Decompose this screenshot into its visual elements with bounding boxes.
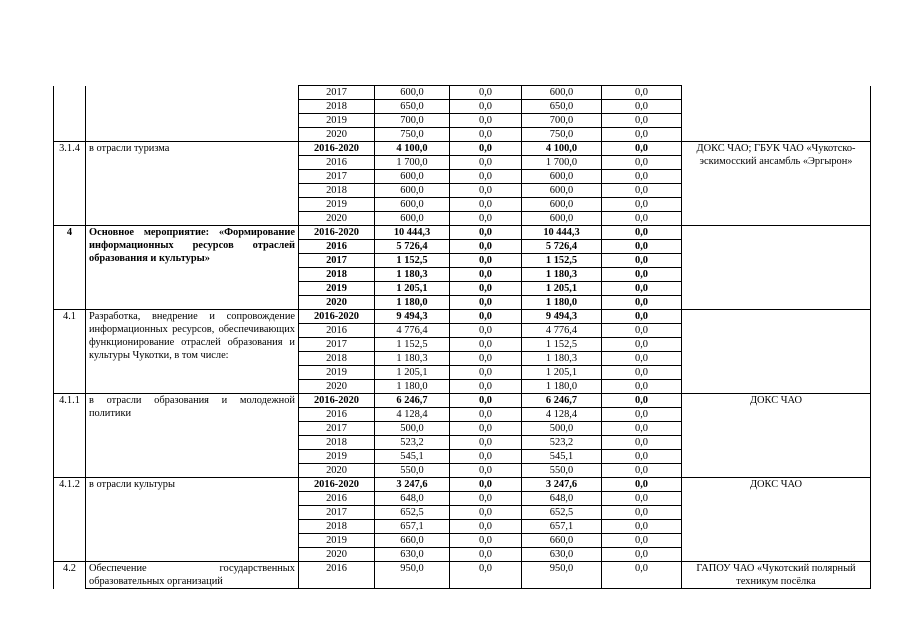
other-cell: 0,0 — [602, 254, 682, 268]
federal-cell: 0,0 — [450, 534, 522, 548]
other-cell: 0,0 — [602, 492, 682, 506]
other-cell: 0,0 — [602, 296, 682, 310]
total-cell: 950,0 — [375, 562, 450, 589]
total-cell: 1 205,1 — [375, 366, 450, 380]
regional-cell: 500,0 — [522, 422, 602, 436]
other-cell: 0,0 — [602, 226, 682, 240]
federal-cell: 0,0 — [450, 226, 522, 240]
other-cell: 0,0 — [602, 282, 682, 296]
year-cell: 2018 — [299, 184, 375, 198]
regional-cell: 600,0 — [522, 212, 602, 226]
year-cell: 2019 — [299, 450, 375, 464]
regional-cell: 3 247,6 — [522, 478, 602, 492]
regional-cell: 1 205,1 — [522, 282, 602, 296]
other-cell: 0,0 — [602, 310, 682, 324]
table-row — [54, 226, 871, 240]
responsible-executor: ДОКС ЧАО — [682, 478, 871, 562]
total-cell: 600,0 — [375, 170, 450, 184]
federal-cell: 0,0 — [450, 520, 522, 534]
total-cell: 1 152,5 — [375, 254, 450, 268]
total-cell: 4 128,4 — [375, 408, 450, 422]
regional-cell: 10 444,3 — [522, 226, 602, 240]
regional-cell: 660,0 — [522, 534, 602, 548]
table-row — [54, 142, 871, 156]
regional-cell: 1 180,3 — [522, 352, 602, 366]
activity-name: в отрасли туризма — [86, 142, 299, 226]
budget-table — [53, 85, 871, 589]
other-cell: 0,0 — [602, 86, 682, 100]
year-cell: 2018 — [299, 352, 375, 366]
other-cell: 0,0 — [602, 534, 682, 548]
year-cell: 2019 — [299, 534, 375, 548]
other-cell: 0,0 — [602, 520, 682, 534]
row-code — [54, 86, 86, 142]
federal-cell: 0,0 — [450, 170, 522, 184]
federal-cell: 0,0 — [450, 366, 522, 380]
other-cell: 0,0 — [602, 352, 682, 366]
regional-cell: 4 128,4 — [522, 408, 602, 422]
total-cell: 750,0 — [375, 128, 450, 142]
total-cell: 600,0 — [375, 198, 450, 212]
total-cell: 1 205,1 — [375, 282, 450, 296]
year-cell: 2016 — [299, 562, 375, 589]
year-cell: 2019 — [299, 198, 375, 212]
activity-name — [86, 86, 299, 142]
other-cell: 0,0 — [602, 506, 682, 520]
other-cell: 0,0 — [602, 436, 682, 450]
regional-cell: 550,0 — [522, 464, 602, 478]
federal-cell: 0,0 — [450, 240, 522, 254]
regional-cell: 1 180,0 — [522, 380, 602, 394]
total-cell: 6 246,7 — [375, 394, 450, 408]
federal-cell: 0,0 — [450, 422, 522, 436]
total-cell: 4 100,0 — [375, 142, 450, 156]
regional-cell: 6 246,7 — [522, 394, 602, 408]
regional-cell: 1 152,5 — [522, 338, 602, 352]
regional-cell: 1 180,0 — [522, 296, 602, 310]
federal-cell: 0,0 — [450, 86, 522, 100]
other-cell: 0,0 — [602, 268, 682, 282]
year-cell: 2017 — [299, 86, 375, 100]
total-cell: 523,2 — [375, 436, 450, 450]
year-cell: 2016 — [299, 156, 375, 170]
federal-cell: 0,0 — [450, 436, 522, 450]
federal-cell: 0,0 — [450, 212, 522, 226]
other-cell: 0,0 — [602, 338, 682, 352]
year-cell: 2020 — [299, 128, 375, 142]
total-cell: 630,0 — [375, 548, 450, 562]
regional-cell: 9 494,3 — [522, 310, 602, 324]
regional-cell: 600,0 — [522, 198, 602, 212]
federal-cell: 0,0 — [450, 268, 522, 282]
responsible-executor: ДОКС ЧАО; ГБУК ЧАО «Чукотско-эскимосский ансамбль «Эргырон» — [682, 142, 871, 226]
total-cell: 9 494,3 — [375, 310, 450, 324]
total-cell: 600,0 — [375, 86, 450, 100]
other-cell: 0,0 — [602, 170, 682, 184]
federal-cell: 0,0 — [450, 114, 522, 128]
other-cell: 0,0 — [602, 212, 682, 226]
regional-cell: 600,0 — [522, 170, 602, 184]
year-cell: 2017 — [299, 254, 375, 268]
federal-cell: 0,0 — [450, 492, 522, 506]
total-cell: 1 700,0 — [375, 156, 450, 170]
regional-cell: 700,0 — [522, 114, 602, 128]
regional-cell: 600,0 — [522, 86, 602, 100]
table-body — [54, 86, 871, 589]
responsible-executor — [682, 310, 871, 394]
regional-cell: 5 726,4 — [522, 240, 602, 254]
other-cell: 0,0 — [602, 240, 682, 254]
other-cell: 0,0 — [602, 366, 682, 380]
table-row — [54, 478, 871, 492]
other-cell: 0,0 — [602, 422, 682, 436]
regional-cell: 523,2 — [522, 436, 602, 450]
row-code: 3.1.4 — [54, 142, 86, 226]
table-row — [54, 562, 871, 589]
regional-cell: 652,5 — [522, 506, 602, 520]
federal-cell: 0,0 — [450, 310, 522, 324]
other-cell: 0,0 — [602, 408, 682, 422]
row-code: 4.2 — [54, 562, 86, 589]
year-cell: 2018 — [299, 268, 375, 282]
year-cell: 2019 — [299, 366, 375, 380]
total-cell: 1 180,3 — [375, 352, 450, 366]
total-cell: 1 180,3 — [375, 268, 450, 282]
row-code: 4.1.1 — [54, 394, 86, 478]
total-cell: 4 776,4 — [375, 324, 450, 338]
year-cell: 2017 — [299, 338, 375, 352]
activity-name: в отрасли образования и молодежной политики — [86, 394, 299, 478]
regional-cell: 657,1 — [522, 520, 602, 534]
year-cell: 2020 — [299, 464, 375, 478]
federal-cell: 0,0 — [450, 142, 522, 156]
year-cell: 2020 — [299, 380, 375, 394]
other-cell: 0,0 — [602, 478, 682, 492]
total-cell: 500,0 — [375, 422, 450, 436]
federal-cell: 0,0 — [450, 562, 522, 589]
year-cell: 2017 — [299, 506, 375, 520]
year-cell: 2018 — [299, 436, 375, 450]
federal-cell: 0,0 — [450, 352, 522, 366]
other-cell: 0,0 — [602, 198, 682, 212]
total-cell: 5 726,4 — [375, 240, 450, 254]
responsible-executor — [682, 226, 871, 310]
year-cell: 2016-2020 — [299, 226, 375, 240]
total-cell: 600,0 — [375, 212, 450, 226]
year-cell: 2019 — [299, 282, 375, 296]
regional-cell: 950,0 — [522, 562, 602, 589]
year-cell: 2016-2020 — [299, 394, 375, 408]
year-cell: 2018 — [299, 520, 375, 534]
other-cell: 0,0 — [602, 562, 682, 589]
year-cell: 2016 — [299, 492, 375, 506]
total-cell: 648,0 — [375, 492, 450, 506]
federal-cell: 0,0 — [450, 380, 522, 394]
activity-name: Обеспечение государственных образовательных организаций — [86, 562, 299, 589]
responsible-executor — [682, 86, 871, 142]
total-cell: 3 247,6 — [375, 478, 450, 492]
activity-name: Разработка, внедрение и сопровождение информационных ресурсов, обеспечивающих функционирование отраслей образования и культуры Чукотки, в том числе: — [86, 310, 299, 394]
responsible-executor: ГАПОУ ЧАО «Чукотский полярный техникум посёлка — [682, 562, 871, 589]
total-cell: 650,0 — [375, 100, 450, 114]
federal-cell: 0,0 — [450, 198, 522, 212]
total-cell: 652,5 — [375, 506, 450, 520]
other-cell: 0,0 — [602, 128, 682, 142]
year-cell: 2020 — [299, 212, 375, 226]
year-cell: 2016-2020 — [299, 310, 375, 324]
total-cell: 550,0 — [375, 464, 450, 478]
year-cell: 2017 — [299, 170, 375, 184]
other-cell: 0,0 — [602, 156, 682, 170]
activity-name: Основное мероприятие: «Формирование информационных ресурсов отраслей образования и культуры» — [86, 226, 299, 310]
other-cell: 0,0 — [602, 142, 682, 156]
regional-cell: 750,0 — [522, 128, 602, 142]
total-cell: 545,1 — [375, 450, 450, 464]
federal-cell: 0,0 — [450, 156, 522, 170]
regional-cell: 630,0 — [522, 548, 602, 562]
regional-cell: 1 205,1 — [522, 366, 602, 380]
other-cell: 0,0 — [602, 464, 682, 478]
federal-cell: 0,0 — [450, 478, 522, 492]
row-code: 4.1.2 — [54, 478, 86, 562]
total-cell: 657,1 — [375, 520, 450, 534]
federal-cell: 0,0 — [450, 506, 522, 520]
federal-cell: 0,0 — [450, 450, 522, 464]
regional-cell: 4 100,0 — [522, 142, 602, 156]
activity-name: в отрасли культуры — [86, 478, 299, 562]
regional-cell: 1 180,3 — [522, 268, 602, 282]
federal-cell: 0,0 — [450, 128, 522, 142]
total-cell: 1 152,5 — [375, 338, 450, 352]
federal-cell: 0,0 — [450, 296, 522, 310]
responsible-executor: ДОКС ЧАО — [682, 394, 871, 478]
regional-cell: 650,0 — [522, 100, 602, 114]
other-cell: 0,0 — [602, 380, 682, 394]
federal-cell: 0,0 — [450, 254, 522, 268]
year-cell: 2020 — [299, 548, 375, 562]
year-cell: 2017 — [299, 422, 375, 436]
other-cell: 0,0 — [602, 114, 682, 128]
total-cell: 660,0 — [375, 534, 450, 548]
row-code: 4 — [54, 226, 86, 310]
regional-cell: 545,1 — [522, 450, 602, 464]
table-row — [54, 86, 871, 100]
year-cell: 2018 — [299, 100, 375, 114]
regional-cell: 600,0 — [522, 184, 602, 198]
row-code: 4.1 — [54, 310, 86, 394]
total-cell: 10 444,3 — [375, 226, 450, 240]
total-cell: 600,0 — [375, 184, 450, 198]
year-cell: 2016-2020 — [299, 478, 375, 492]
table-row — [54, 394, 871, 408]
regional-cell: 4 776,4 — [522, 324, 602, 338]
federal-cell: 0,0 — [450, 324, 522, 338]
total-cell: 700,0 — [375, 114, 450, 128]
year-cell: 2016 — [299, 240, 375, 254]
year-cell: 2019 — [299, 114, 375, 128]
table-row — [54, 310, 871, 324]
federal-cell: 0,0 — [450, 338, 522, 352]
other-cell: 0,0 — [602, 394, 682, 408]
other-cell: 0,0 — [602, 100, 682, 114]
federal-cell: 0,0 — [450, 408, 522, 422]
federal-cell: 0,0 — [450, 548, 522, 562]
federal-cell: 0,0 — [450, 282, 522, 296]
total-cell: 1 180,0 — [375, 296, 450, 310]
other-cell: 0,0 — [602, 184, 682, 198]
federal-cell: 0,0 — [450, 100, 522, 114]
federal-cell: 0,0 — [450, 184, 522, 198]
year-cell: 2020 — [299, 296, 375, 310]
regional-cell: 648,0 — [522, 492, 602, 506]
year-cell: 2016 — [299, 324, 375, 338]
regional-cell: 1 152,5 — [522, 254, 602, 268]
year-cell: 2016-2020 — [299, 142, 375, 156]
federal-cell: 0,0 — [450, 394, 522, 408]
other-cell: 0,0 — [602, 450, 682, 464]
other-cell: 0,0 — [602, 548, 682, 562]
regional-cell: 1 700,0 — [522, 156, 602, 170]
other-cell: 0,0 — [602, 324, 682, 338]
federal-cell: 0,0 — [450, 464, 522, 478]
year-cell: 2016 — [299, 408, 375, 422]
total-cell: 1 180,0 — [375, 380, 450, 394]
